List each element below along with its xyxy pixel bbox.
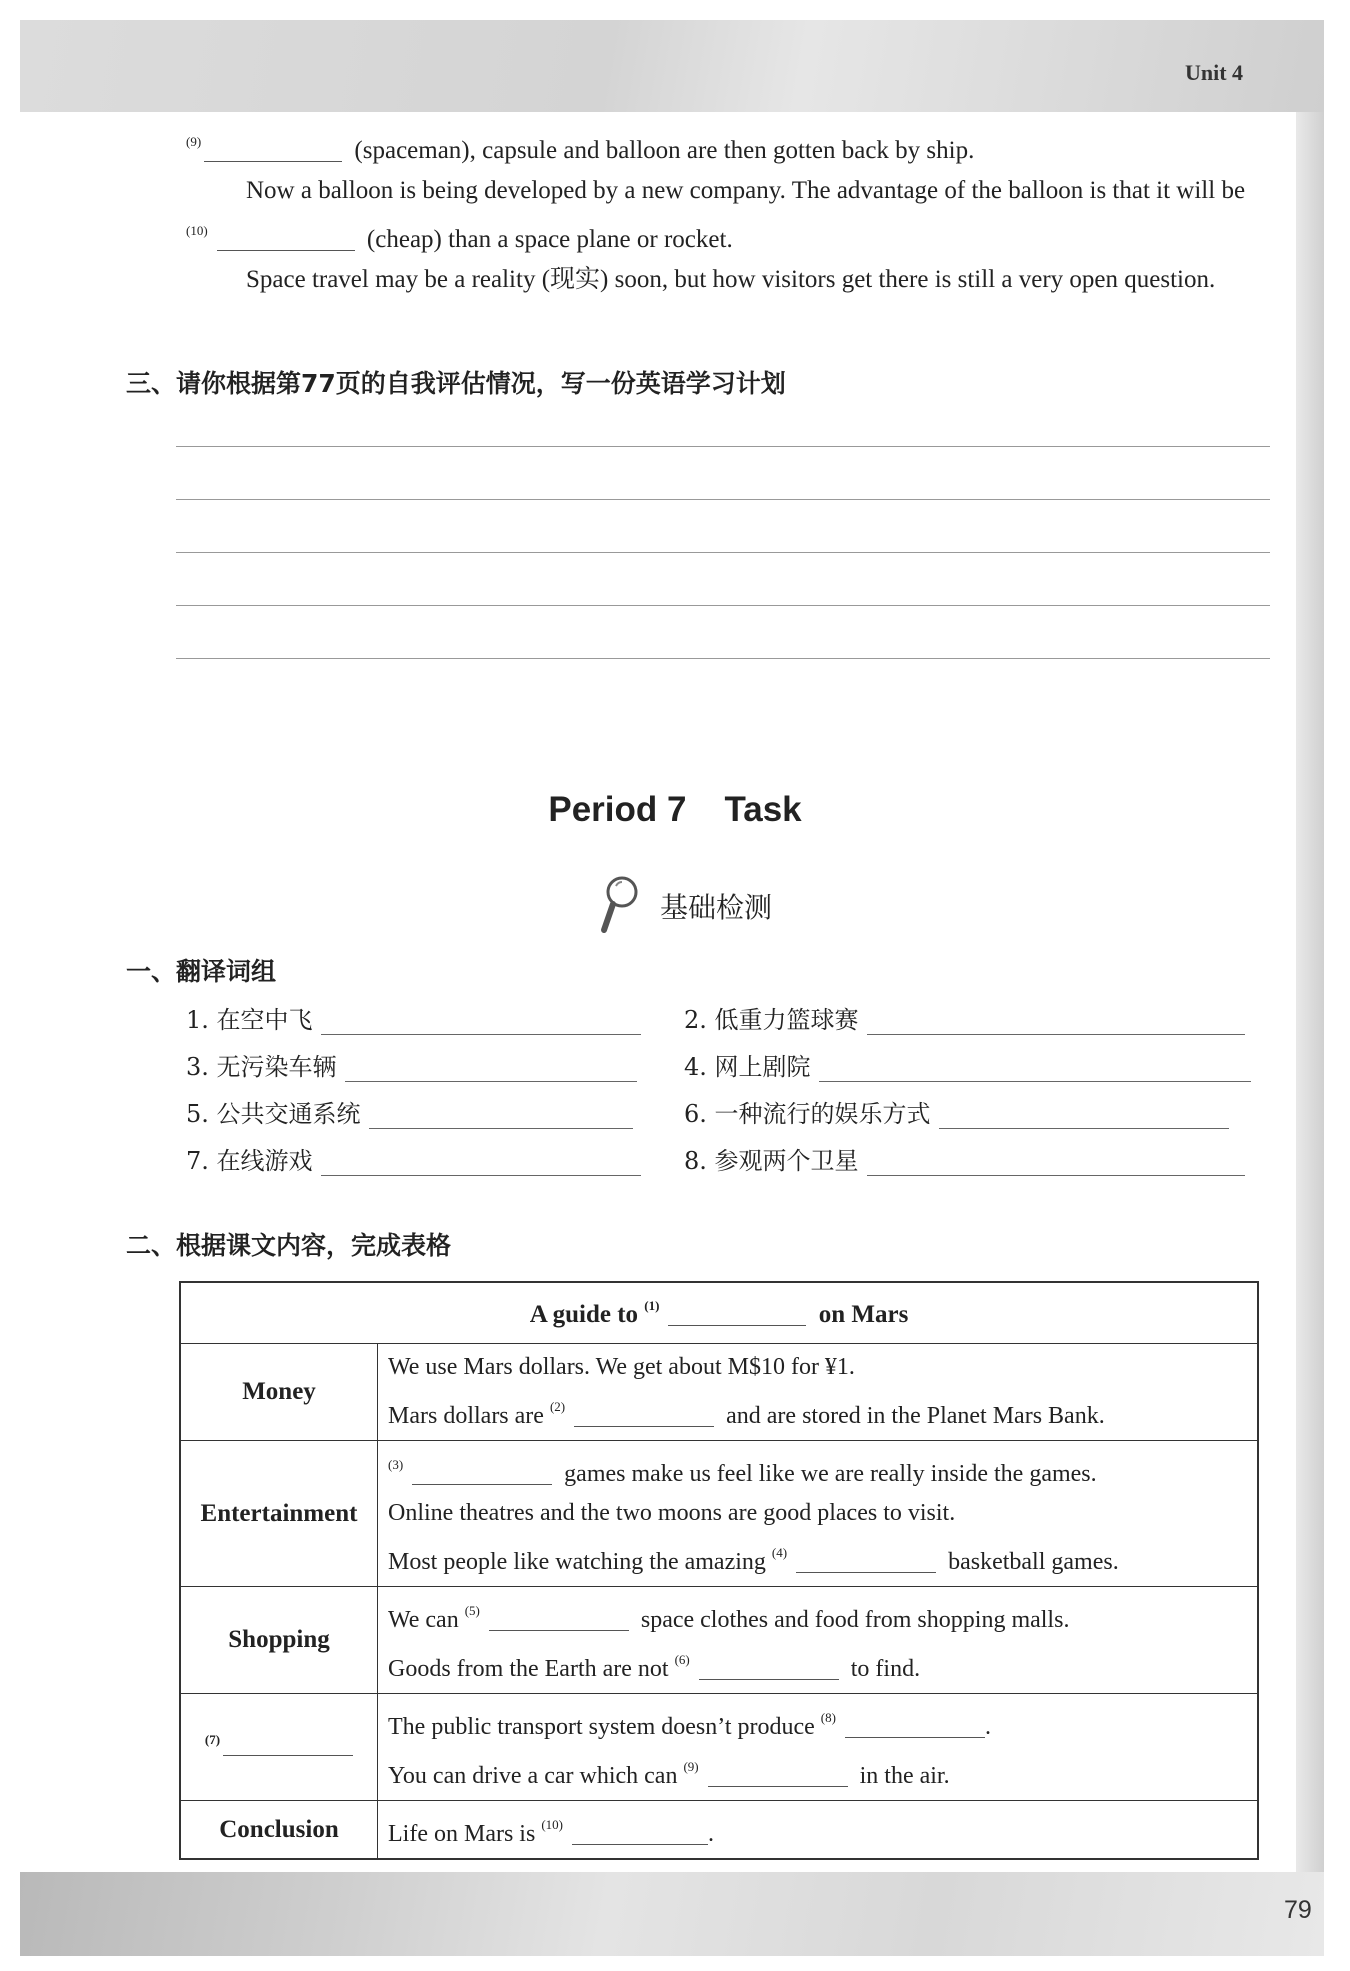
passage-paragraph-2	[186, 171, 1266, 260]
answer-blank-1[interactable]	[668, 1299, 806, 1326]
row-label-money: Money	[180, 1344, 378, 1441]
answer-blank-4[interactable]	[796, 1546, 936, 1573]
row-label-shopping: Shopping	[180, 1587, 378, 1694]
blank-number: (10)	[541, 1817, 563, 1832]
table-text: Mars dollars are	[388, 1403, 544, 1429]
answer-blank-5[interactable]	[489, 1604, 629, 1631]
blank-number: (8)	[820, 1710, 836, 1725]
row-content-money	[378, 1344, 1259, 1441]
phrase-item	[186, 1094, 633, 1129]
blank-number: (9)	[683, 1759, 699, 1774]
passage-paragraph-3: Space travel may be a reality (现实) soon, but how visitors get there is still a very open question.	[246, 266, 1216, 293]
table-line	[388, 1533, 1247, 1582]
table-row-shopping	[180, 1587, 1258, 1694]
period-name: Task	[724, 790, 802, 829]
table-header-cell	[180, 1282, 1258, 1344]
table-line	[388, 1445, 1247, 1494]
answer-blank-9[interactable]	[204, 135, 342, 162]
table-header-text: A guide to	[529, 1300, 639, 1328]
page-number: 79	[1284, 1896, 1312, 1924]
writing-line[interactable]	[176, 658, 1270, 659]
section-heading-study-plan: 三、请你根据第77页的自我评估情况，写一份英语学习计划	[126, 369, 786, 398]
answer-blank-6[interactable]	[699, 1653, 839, 1680]
table-row-entertainment	[180, 1441, 1258, 1587]
table-line	[388, 1698, 1247, 1747]
blank-number: (9)	[186, 134, 202, 149]
mars-guide-table	[179, 1281, 1259, 1860]
table-text: to find.	[850, 1656, 921, 1682]
phrase-item	[186, 1047, 637, 1082]
phrase-item	[684, 1047, 1251, 1082]
magnifier-icon	[598, 874, 640, 934]
phrase-item	[186, 1141, 641, 1176]
table-text: .	[984, 1714, 991, 1740]
blank-number: (4)	[771, 1545, 788, 1560]
table-text: and are stored in the Planet Mars Bank.	[726, 1403, 1105, 1429]
phrase-answer-blank[interactable]	[321, 1010, 641, 1035]
blank-number: (10)	[186, 223, 208, 238]
footer-band	[20, 1872, 1324, 1956]
answer-blank-9[interactable]	[708, 1760, 848, 1787]
blank-number: (6)	[674, 1652, 690, 1667]
table-text: space clothes and food from shopping malls.	[640, 1607, 1070, 1633]
row-label-conclusion: Conclusion	[180, 1801, 378, 1860]
blank-number: (7)	[204, 1731, 221, 1747]
phrase-answer-blank[interactable]	[321, 1151, 641, 1176]
table-line	[388, 1640, 1247, 1689]
phrase-item	[684, 1141, 1245, 1176]
writing-line[interactable]	[176, 446, 1270, 447]
table-line	[388, 1805, 1247, 1854]
row-label-blank	[180, 1694, 378, 1801]
period-title	[0, 790, 1350, 830]
unit-label: Unit 4	[1185, 60, 1244, 85]
writing-line[interactable]	[176, 605, 1270, 606]
table-line	[388, 1747, 1247, 1796]
blank-number: (3)	[388, 1457, 404, 1472]
answer-blank-8[interactable]	[845, 1711, 985, 1738]
blank-number: (1)	[644, 1297, 660, 1313]
answer-blank-10[interactable]	[217, 224, 355, 251]
phrase-text: 3. 无污染车辆	[186, 1053, 337, 1081]
table-text: Most people like watching the amazing	[388, 1549, 766, 1575]
phrase-answer-blank[interactable]	[819, 1057, 1251, 1082]
table-text: basketball games.	[948, 1549, 1119, 1575]
answer-blank-3[interactable]	[412, 1458, 552, 1485]
passage-text: (cheap) than a space plane or rocket.	[366, 226, 733, 253]
table-text: in the air.	[859, 1763, 950, 1789]
table-text: Life on Mars is	[388, 1821, 536, 1847]
table-row-conclusion	[180, 1801, 1258, 1860]
passage-text: Now a balloon is being developed by a new company. The advantage of the balloon is that it will be	[246, 177, 1246, 204]
passage-text: (spaceman), capsule and balloon are then gotten back by ship.	[354, 137, 975, 164]
phrase-text: 6. 一种流行的娱乐方式	[684, 1100, 931, 1128]
phrase-answer-blank[interactable]	[867, 1010, 1245, 1035]
table-text: The public transport system doesn’t produce	[388, 1714, 815, 1740]
table-text: We can	[388, 1607, 459, 1633]
section-heading-translate: 一、翻译词组	[126, 957, 277, 986]
table-line: Online theatres and the two moons are good places to visit.	[388, 1500, 956, 1526]
phrase-text: 1. 在空中飞	[186, 1006, 313, 1034]
phrase-text: 8. 参观两个卫星	[684, 1147, 859, 1175]
basic-check-label: 基础检测	[660, 891, 773, 924]
reading-passage	[186, 122, 1266, 300]
phrase-answer-blank[interactable]	[369, 1104, 633, 1129]
row-content-shopping	[378, 1587, 1259, 1694]
table-line: We use Mars dollars. We get about M$10 for ¥1.	[388, 1354, 855, 1380]
table-text: .	[707, 1821, 714, 1847]
phrase-answer-blank[interactable]	[345, 1057, 637, 1082]
right-edge-band	[1296, 112, 1324, 1872]
answer-blank-10[interactable]	[572, 1818, 708, 1845]
section-heading-table: 二、根据课文内容，完成表格	[126, 1231, 452, 1260]
phrase-answer-blank[interactable]	[867, 1151, 1245, 1176]
table-row-transport	[180, 1694, 1258, 1801]
writing-line[interactable]	[176, 499, 1270, 500]
table-text: You can drive a car which can	[388, 1763, 678, 1789]
phrase-item	[186, 1000, 641, 1035]
table-line	[388, 1387, 1247, 1436]
blank-number: (5)	[464, 1603, 480, 1618]
passage-line-9	[186, 122, 1266, 171]
table-header-text: on Mars	[818, 1300, 909, 1328]
row-label-entertainment: Entertainment	[180, 1441, 378, 1587]
phrase-text: 2. 低重力篮球赛	[684, 1006, 859, 1034]
answer-blank-2[interactable]	[574, 1400, 714, 1427]
row-content-conclusion	[378, 1801, 1259, 1860]
period-number: Period 7	[548, 790, 687, 829]
phrase-text: 7. 在线游戏	[186, 1147, 313, 1175]
table-line	[388, 1591, 1247, 1640]
table-row-money	[180, 1344, 1258, 1441]
phrase-item	[684, 1094, 1229, 1129]
writing-line[interactable]	[176, 552, 1270, 553]
phrase-answer-blank[interactable]	[939, 1104, 1229, 1129]
row-content-transport	[378, 1694, 1259, 1801]
phrase-text: 5. 公共交通系统	[186, 1100, 361, 1128]
blank-number: (2)	[549, 1399, 566, 1414]
table-text: games make us feel like we are really inside the games.	[564, 1461, 1097, 1487]
header-band	[20, 20, 1324, 112]
answer-blank-7[interactable]	[223, 1733, 353, 1756]
row-content-entertainment	[378, 1441, 1259, 1587]
table-text: Goods from the Earth are not	[388, 1656, 669, 1682]
phrase-item	[684, 1000, 1245, 1035]
phrase-text: 4. 网上剧院	[684, 1053, 811, 1081]
